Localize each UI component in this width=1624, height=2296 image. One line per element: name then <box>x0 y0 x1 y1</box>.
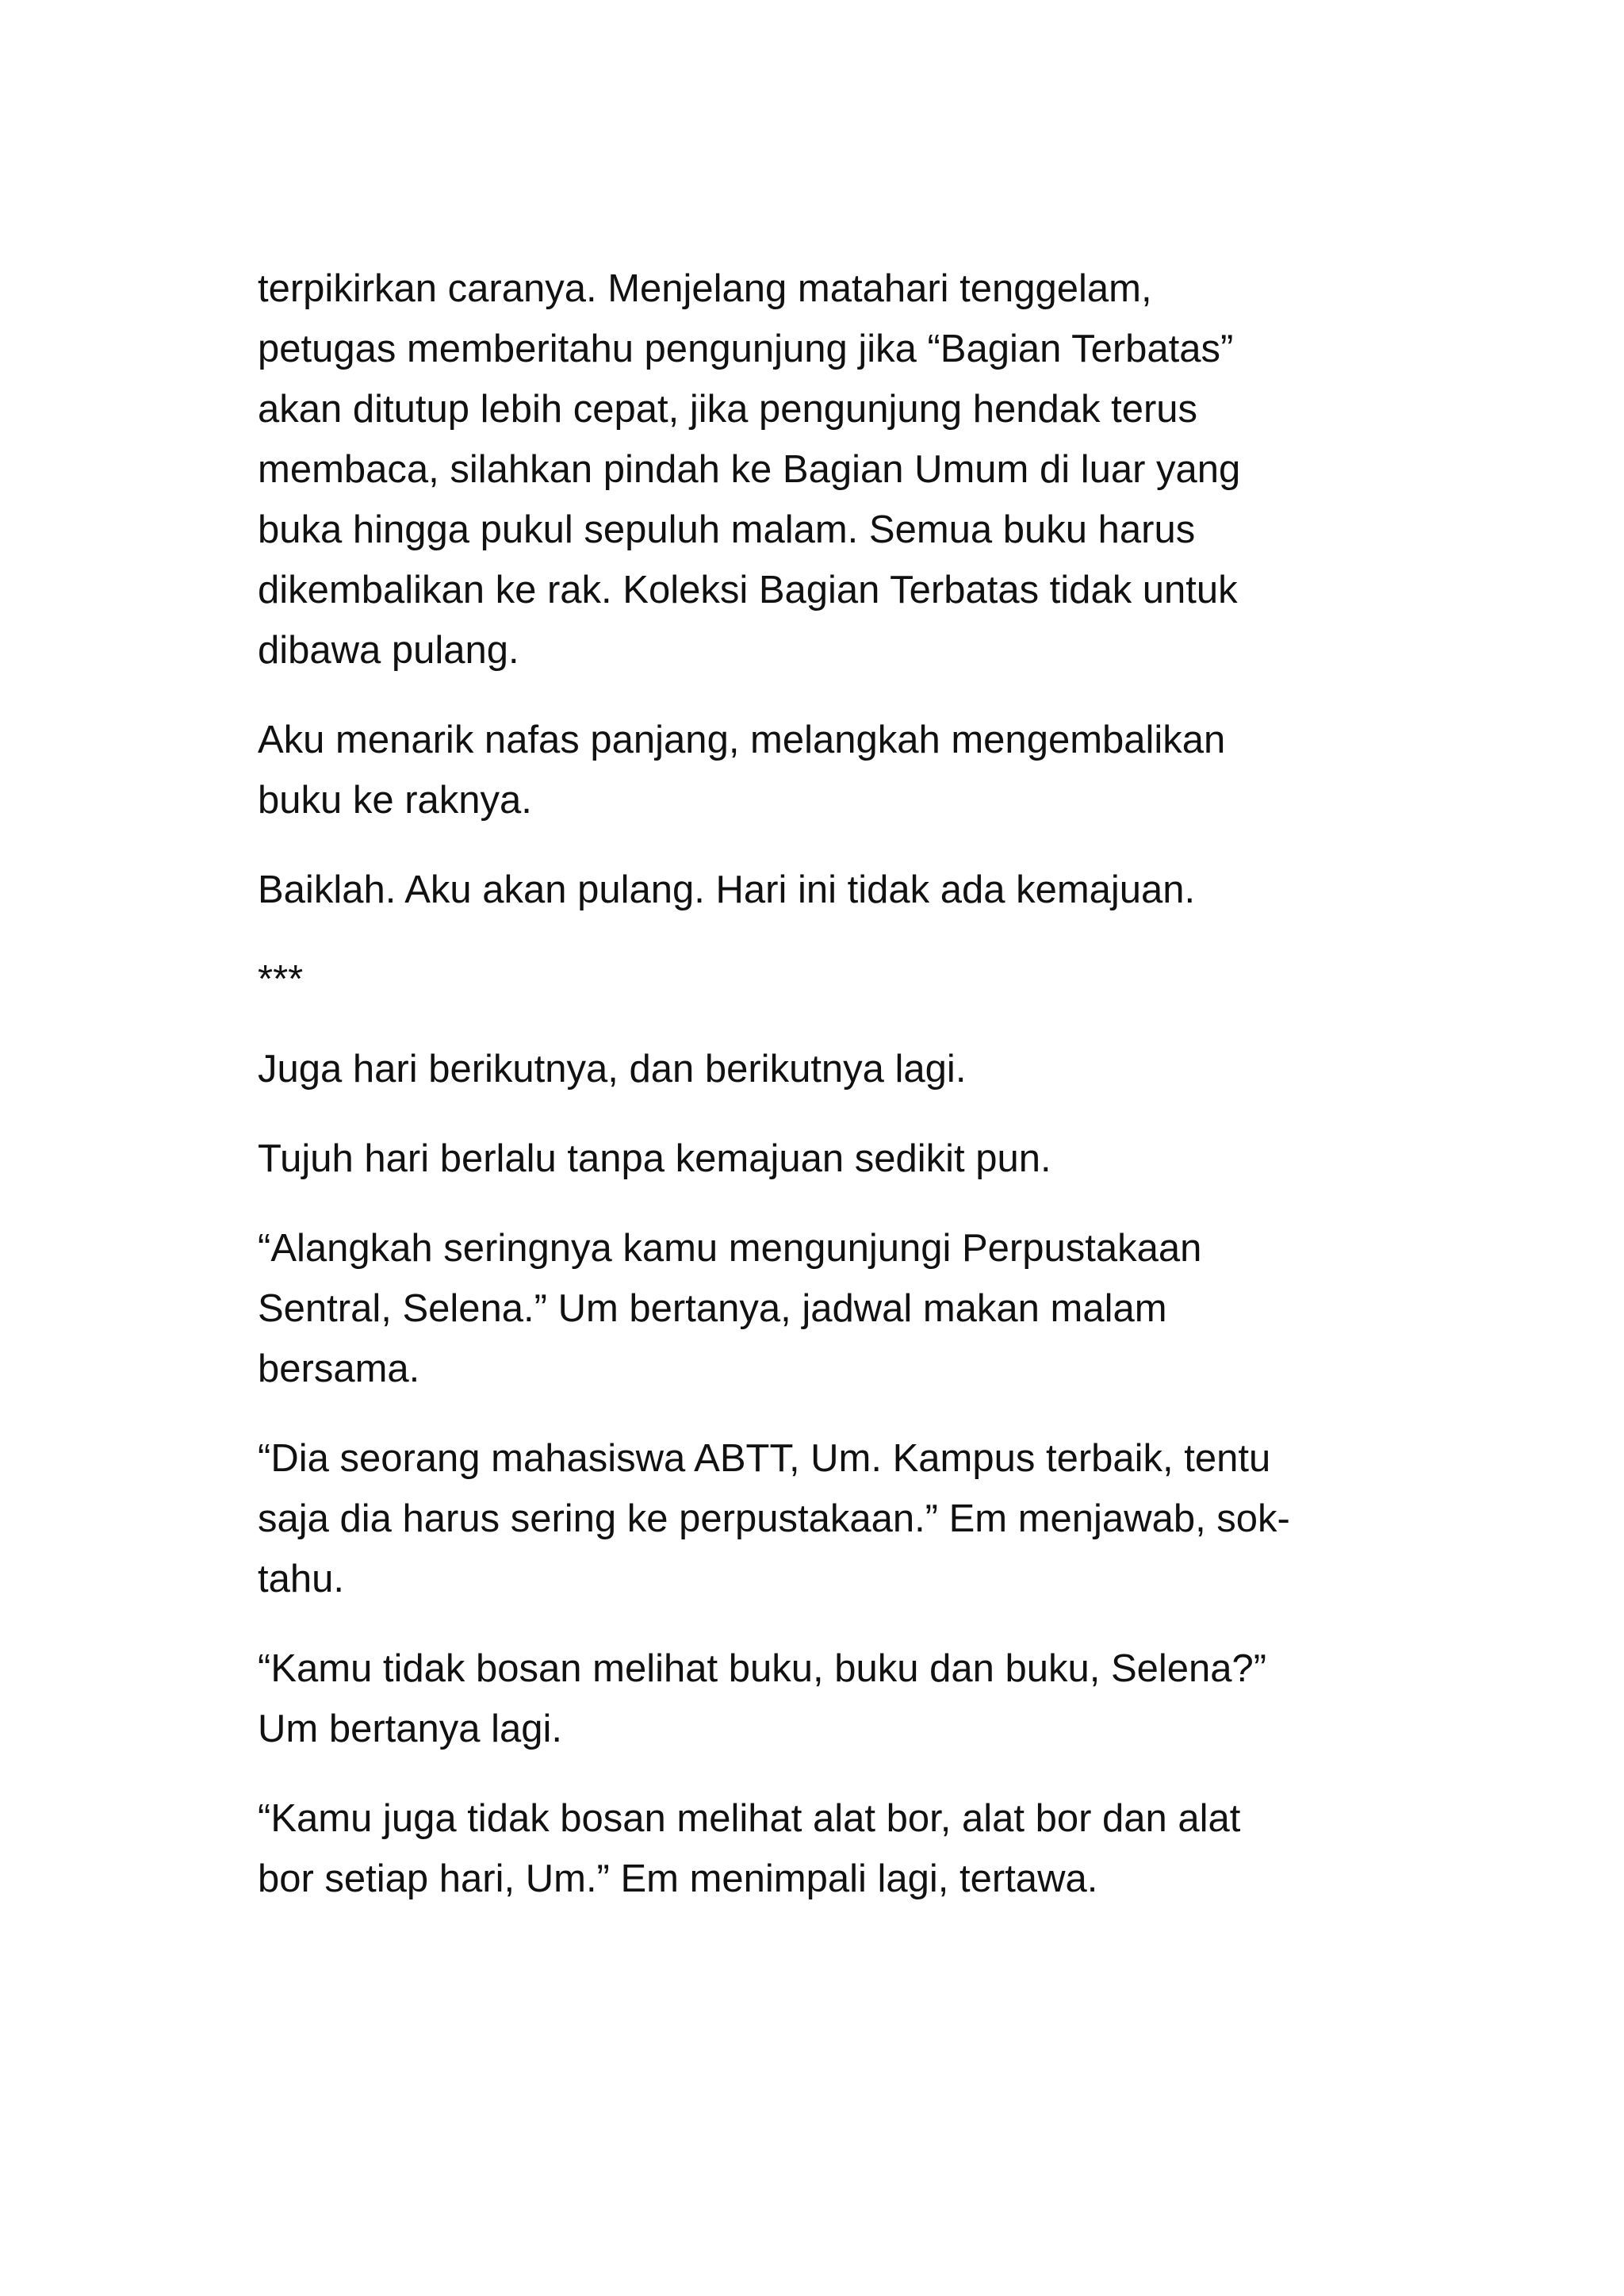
text-line: buka hingga pukul sepuluh malam. Semua buku harus <box>258 508 1196 551</box>
text-line: Juga hari berikutnya, dan berikutnya lagi. <box>258 1048 967 1091</box>
paragraph <box>258 1129 1392 1189</box>
text-line: Tujuh hari berlalu tanpa kemajuan sedikit pun. <box>258 1137 1051 1180</box>
paragraph <box>258 1039 1392 1099</box>
text-line: bersama. <box>258 1347 420 1390</box>
paragraph <box>258 1218 1392 1399</box>
paragraph <box>258 1788 1392 1909</box>
text-line: bor setiap hari, Um.” Em menimpali lagi, tertawa. <box>258 1857 1098 1900</box>
text-line: petugas memberitahu pengunjung jika “Bagian Terbatas” <box>258 328 1234 370</box>
text-line: Aku menarik nafas panjang, melangkah mengembalikan <box>258 719 1226 761</box>
scene-break <box>258 949 1392 1010</box>
paragraph <box>258 1639 1392 1759</box>
paragraph <box>258 710 1392 830</box>
body-text <box>258 259 1392 1938</box>
text-line: “Dia seorang mahasiswa ABTT, Um. Kampus terbaik, tentu <box>258 1437 1271 1480</box>
text-line: terpikirkan caranya. Menjelang matahari tenggelam, <box>258 267 1152 310</box>
text-line: Baiklah. Aku akan pulang. Hari ini tidak ada kemajuan. <box>258 868 1196 911</box>
paragraph <box>258 860 1392 920</box>
text-line: saja dia harus sering ke perpustakaan.” Em menjawab, sok- <box>258 1497 1290 1540</box>
text-line: dibawa pulang. <box>258 629 519 672</box>
text-line: “Alangkah seringnya kamu mengunjungi Perpustakaan <box>258 1227 1202 1270</box>
scene-break-asterisks: *** <box>258 958 304 1001</box>
text-line: Sentral, Selena.” Um bertanya, jadwal makan malam <box>258 1287 1167 1330</box>
text-line: membaca, silahkan pindah ke Bagian Umum di luar yang <box>258 448 1241 491</box>
text-line: tahu. <box>258 1558 344 1600</box>
paragraph <box>258 1428 1392 1609</box>
text-line: “Kamu juga tidak bosan melihat alat bor, alat bor dan alat <box>258 1797 1241 1840</box>
text-line: buku ke raknya. <box>258 779 532 822</box>
text-line: akan ditutup lebih cepat, jika pengunjung hendak terus <box>258 388 1198 431</box>
text-line: dikembalikan ke rak. Koleksi Bagian Terbatas tidak untuk <box>258 569 1238 611</box>
text-line: “Kamu tidak bosan melihat buku, buku dan buku, Selena?” <box>258 1647 1267 1690</box>
paragraph <box>258 259 1392 680</box>
text-line: Um bertanya lagi. <box>258 1708 563 1750</box>
